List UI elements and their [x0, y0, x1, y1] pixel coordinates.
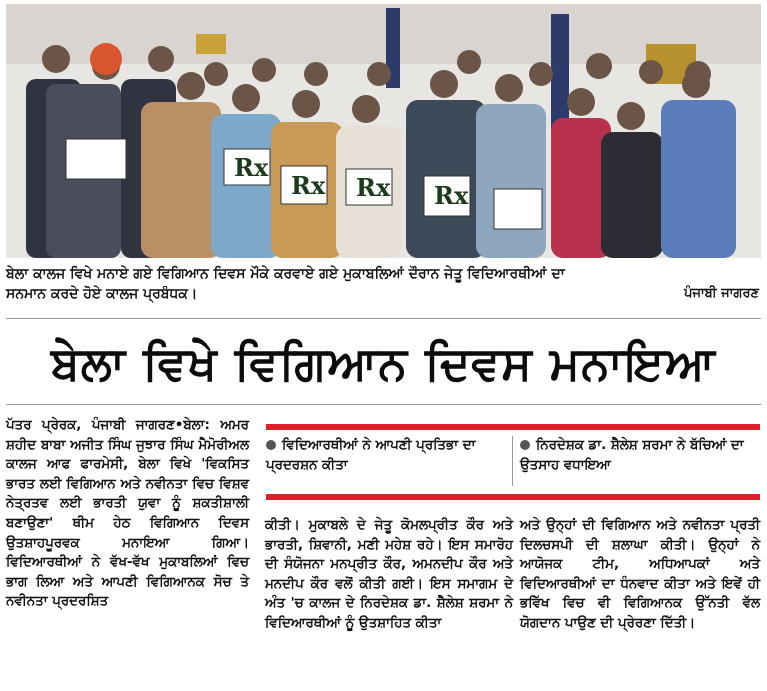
- dateline: ਪੱਤਰ ਪ੍ਰੇਰਕ, ਪੰਜਾਬੀ ਜਾਗਰਣ•ਬੇਲਾ:: [6, 418, 210, 433]
- caption-line-2: ਸਨਮਾਨ ਕਰਦੇ ਹੋਏ ਕਾਲਜ ਪ੍ਰਬੰਧਕ।: [6, 286, 198, 302]
- article-column-1: [6, 416, 249, 612]
- highlight-bottom-bar: [266, 494, 760, 500]
- group-photo-icon: [6, 4, 761, 258]
- highlight-separator: [512, 436, 513, 486]
- divider: [6, 318, 761, 319]
- article-column-2: [265, 516, 513, 634]
- photo-credit: ਪੰਜਾਬੀ ਜਾਗਰਣ: [684, 286, 759, 301]
- bullet-icon: [520, 440, 530, 450]
- highlight-2: [520, 436, 765, 476]
- divider: [6, 404, 761, 405]
- caption-line-1: ਬੇਲਾ ਕਾਲਜ ਵਿਖੇ ਮਨਾਏ ਗਏ ਵਿਗਿਆਨ ਦਿਵਸ ਮੌਕੇ ਕਰਵਾਏ ਗਏ ਮੁਕਾਬਲਿਆਂ ਦੌਰਾਨ ਜੇਤੂ ਵਿਦਿਆਰਥੀਆਂ ਦਾ: [6, 266, 565, 282]
- rx-sign-4: Rx: [434, 181, 469, 210]
- bullet-icon: [266, 440, 276, 450]
- photo-caption: [6, 264, 761, 304]
- rx-sign-3: Rx: [356, 173, 391, 202]
- article-text-2: ਕੀਤੀ। ਮੁਕਾਬਲੇ ਦੇ ਜੇਤੂ ਕੋਮਲਪ੍ਰੀਤ ਕੌਰ ਅਤੇ ਭਾਰਤੀ, ਸ਼ਿਵਾਨੀ, ਮਣੀ ਮਹੇਸ਼ ਰਹੇ। ਇਸ ਸਮਾਰੋਹ ਦੀ ਸੰਯੋਜਨਾ ਮਨਪ੍ਰੀਤ ਕੌਰ, ਅਮਨਦੀਪ ਕੌਰ ਅਤੇ ਮਨਦੀਪ ਕੌਰ ਵਲੋਂ ਕੀਤੀ ਗਈ। ਇਸ ਸਮਾਗਮ ਦੇ ਅੰਤ 'ਚ ਕਾਲਜ ਦੇ ਨਿਰਦੇਸ਼ਕ ਡਾ. ਸ਼ੈਲੇਸ਼ ਸ਼ਰਮਾ ਨੇ ਵਿਦਿਆਰਥੀਆਂ ਨੂੰ ਉਤਸ਼ਾਹਿਤ ਕੀਤਾ: [265, 518, 513, 631]
- article-text-1: ਅਮਰ ਸ਼ਹੀਦ ਬਾਬਾ ਅਜੀਤ ਸਿੰਘ ਜੁਝਾਰ ਸਿੰਘ ਮੈਮੋਰੀਅਲ ਕਾਲਜ ਆਫ ਫਾਰਮੇਸੀ, ਬੇਲਾ ਵਿਖੇ 'ਵਿਕਸਿਤ ਭਾਰਤ ਲਈ ਵਿਗਿਆਨ ਅਤੇ ਨਵੀਨਤਾ ਵਿਚ ਵਿਸ਼ਵ ਨੇਤ੍ਰਤਵ ਲਈ ਭਾਰਤੀ ਯੁਵਾ ਨੂੰ ਸ਼ਕਤੀਸ਼ਾਲੀ ਬਣਾਉਣਾ' ਥੀਮ ਹੇਠ ਵਿਗਿਆਨ ਦਿਵਸ ਉਤਸ਼ਾਹਪੂਰਵਕ ਮਨਾਇਆ ਗਿਆ। ਵਿਦਿਆਰਥੀਆਂ ਨੇ ਵੱਖ-ਵੱਖ ਮੁਕਾਬਲਿਆਂ ਵਿਚ ਭਾਗ ਲਿਆ ਅਤੇ ਆਪਣੀ ਵਿਗਿਆਨਕ ਸੋਚ ਤੇ ਨਵੀਨਤਾ ਪ੍ਰਦਰਸ਼ਿਤ: [6, 418, 249, 610]
- highlight-1: [266, 436, 511, 476]
- group-photo: [6, 4, 761, 258]
- rx-sign-2: Rx: [291, 171, 326, 200]
- article-text-3: ਅਤੇ ਉਨ੍ਹਾਂ ਦੀ ਵਿਗਿਆਨ ਅਤੇ ਨਵੀਨਤਾ ਪ੍ਰਤੀ ਦਿਲਚਸਪੀ ਦੀ ਸ਼ਲਾਘਾ ਕੀਤੀ। ਉਨ੍ਹਾਂ ਨੇ ਆਯੋਜਕ ਟੀਮ, ਅਧਿਆਪਕਾਂ ਅਤੇ ਵਿਦਿਆਰਥੀਆਂ ਦਾ ਧੰਨਵਾਦ ਕੀਤਾ ਅਤੇ ਇਵੇਂ ਹੀ ਭਵਿੱਖ ਵਿਚ ਵੀ ਵਿਗਿਆਨਕ ਉੱਨਤੀ ਵੱਲ ਯੋਗਦਾਨ ਪਾਉਣ ਦੀ ਪ੍ਰੇਰਣਾ ਦਿੱਤੀ।: [520, 518, 760, 631]
- highlight-1-text: ਵਿਦਿਆਰਥੀਆਂ ਨੇ ਆਪਣੀ ਪ੍ਰਤਿਭਾ ਦਾ ਪ੍ਰਦਰਸ਼ਨ ਕੀਤਾ: [266, 438, 476, 473]
- headline: ਬੇਲਾ ਵਿਖੇ ਵਿਗਿਆਨ ਦਿਵਸ ਮਨਾਇਆ: [51, 336, 716, 390]
- highlight-top-bar: [266, 424, 760, 430]
- highlight-2-text: ਨਿਰਦੇਸ਼ਕ ਡਾ. ਸ਼ੈਲੇਸ਼ ਸ਼ਰਮਾ ਨੇ ਬੱਚਿਆਂ ਦਾ ਉਤਸਾਹ ਵਧਾਇਆ: [520, 438, 744, 473]
- rx-sign-1: Rx: [234, 153, 269, 182]
- article-column-3: [520, 516, 760, 634]
